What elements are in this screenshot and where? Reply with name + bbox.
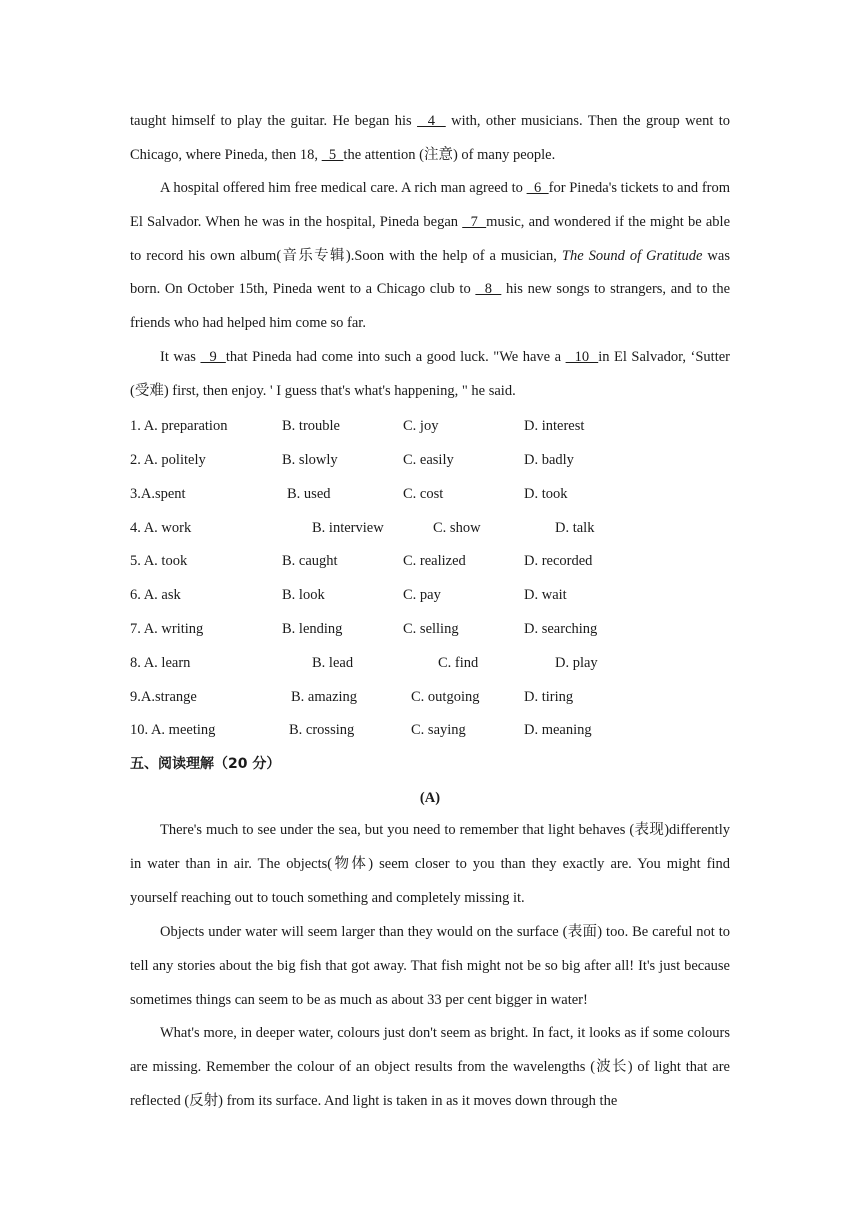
blank-9: 9	[200, 349, 226, 365]
blank-5: 5	[321, 146, 344, 163]
option-row	[130, 551, 730, 571]
option-d: D. play	[555, 655, 598, 671]
option-b: B. trouble	[282, 418, 340, 434]
option-d: D. interest	[524, 418, 585, 434]
option-row	[130, 619, 730, 639]
text: with, other musicians. Then the group went to Chicago, where Pineda, then 18,	[130, 113, 730, 163]
option-row	[130, 687, 730, 707]
option-a: 8. A. learn	[130, 655, 191, 671]
text: It was	[160, 349, 201, 365]
option-d: D. searching	[524, 621, 598, 637]
option-a: 1. A. preparation	[130, 418, 228, 434]
cloze-paragraph-2	[130, 172, 730, 341]
option-c: C. realized	[403, 553, 466, 569]
option-row	[130, 416, 730, 436]
cloze-paragraph-1	[130, 105, 730, 173]
option-c: C. pay	[403, 587, 441, 603]
option-a: 5. A. took	[130, 553, 188, 569]
option-row	[130, 720, 730, 740]
option-c: C. selling	[403, 621, 459, 637]
option-row	[130, 484, 730, 504]
text: taught himself to play the guitar. He began his	[130, 113, 418, 129]
option-b: B. crossing	[289, 722, 355, 738]
option-a: 4. A. work	[130, 520, 192, 536]
option-c: C. outgoing	[411, 689, 480, 705]
option-c: C. show	[433, 520, 481, 536]
option-a: 3.A.spent	[130, 486, 186, 502]
blank-6: 6	[526, 180, 549, 196]
text: A hospital offered him free medical care. A rich man agreed to	[160, 180, 527, 196]
option-d: D. wait	[524, 587, 567, 603]
option-c: C. easily	[403, 452, 454, 468]
option-c: C. joy	[403, 418, 439, 434]
option-d: D. talk	[555, 520, 595, 536]
option-c: C. cost	[403, 486, 444, 502]
blank-8: 8	[475, 281, 502, 298]
cloze-paragraph-3	[130, 341, 730, 409]
option-b: B. lead	[312, 655, 354, 671]
reading-paragraph-2: Objects under water will seem larger than they would on the surface (表面) too. Be careful not to tell any stories about the big fish that got away. That fish might not be so big after all! It's just because sometimes things can seem to be as much as about 33 per cent bigger in water!	[130, 924, 730, 1008]
option-d: D. took	[524, 486, 568, 502]
option-d: D. meaning	[524, 722, 592, 738]
blank-7: 7	[462, 213, 487, 230]
blank-4: 4	[417, 113, 446, 129]
option-a: 10. A. meeting	[130, 722, 216, 738]
text: in El Salvador, ‘Sutter (受难) first, then enjoy. ' I guess that's what's happening, " he said.	[130, 349, 731, 399]
text: that Pineda had come into such a good luck. "We have a	[225, 349, 566, 365]
option-b: B. slowly	[282, 452, 338, 468]
option-d: D. recorded	[524, 553, 593, 569]
option-c: C. saying	[411, 722, 466, 738]
text: for Pineda's tickets to and from El Salvador. When he was in the hospital, Pineda began	[130, 180, 731, 230]
blank-10: 10	[565, 349, 599, 365]
option-row	[130, 585, 730, 605]
passage-title: (A)	[419, 790, 441, 806]
text: the attention (注意) of many people.	[343, 146, 556, 163]
option-a: 9.A.strange	[130, 689, 197, 705]
option-a: 7. A. writing	[130, 621, 204, 637]
option-a: 2. A. politely	[130, 452, 206, 468]
reading-paragraph-3: What's more, in deeper water, colours just don't seem as bright. In fact, it looks as if some colours are missing. Remember the colour of an object results from the wavelengths (波长) of light that are reflected (反射) from its surface. And light is taken in as it moves down through the	[130, 1025, 730, 1109]
album-title: The Sound of Gratitude	[561, 247, 703, 264]
option-b: B. caught	[282, 553, 338, 569]
option-d: D. tiring	[524, 689, 574, 705]
option-c: C. find	[438, 655, 479, 671]
reading-paragraph-1: There's much to see under the sea, but you need to remember that light behaves (表现)differently in water than in air. The objects(物体) seem closer to you than they exactly are. You might find yourself reaching out to touch something and completely missing it.	[130, 822, 730, 906]
option-row	[130, 450, 730, 470]
option-b: B. amazing	[291, 689, 358, 705]
text: his new songs to strangers, and to the friends who had helped him come so far.	[130, 281, 731, 332]
option-b: B. look	[282, 587, 325, 603]
option-b: B. interview	[312, 520, 384, 536]
option-b: B. lending	[282, 621, 343, 637]
text: was born. On October 15th, Pineda went to a Chicago club to	[130, 247, 730, 298]
option-row	[130, 653, 730, 673]
option-b: B. used	[287, 486, 331, 502]
option-d: D. badly	[524, 452, 574, 468]
option-a: 6. A. ask	[130, 587, 181, 603]
option-row	[130, 518, 730, 538]
section-heading: 五、阅读理解（20 分）	[130, 756, 281, 772]
text: music, and wondered if the might be able to record his own album(音乐专辑).Soon with the help of a musician,	[130, 213, 731, 264]
